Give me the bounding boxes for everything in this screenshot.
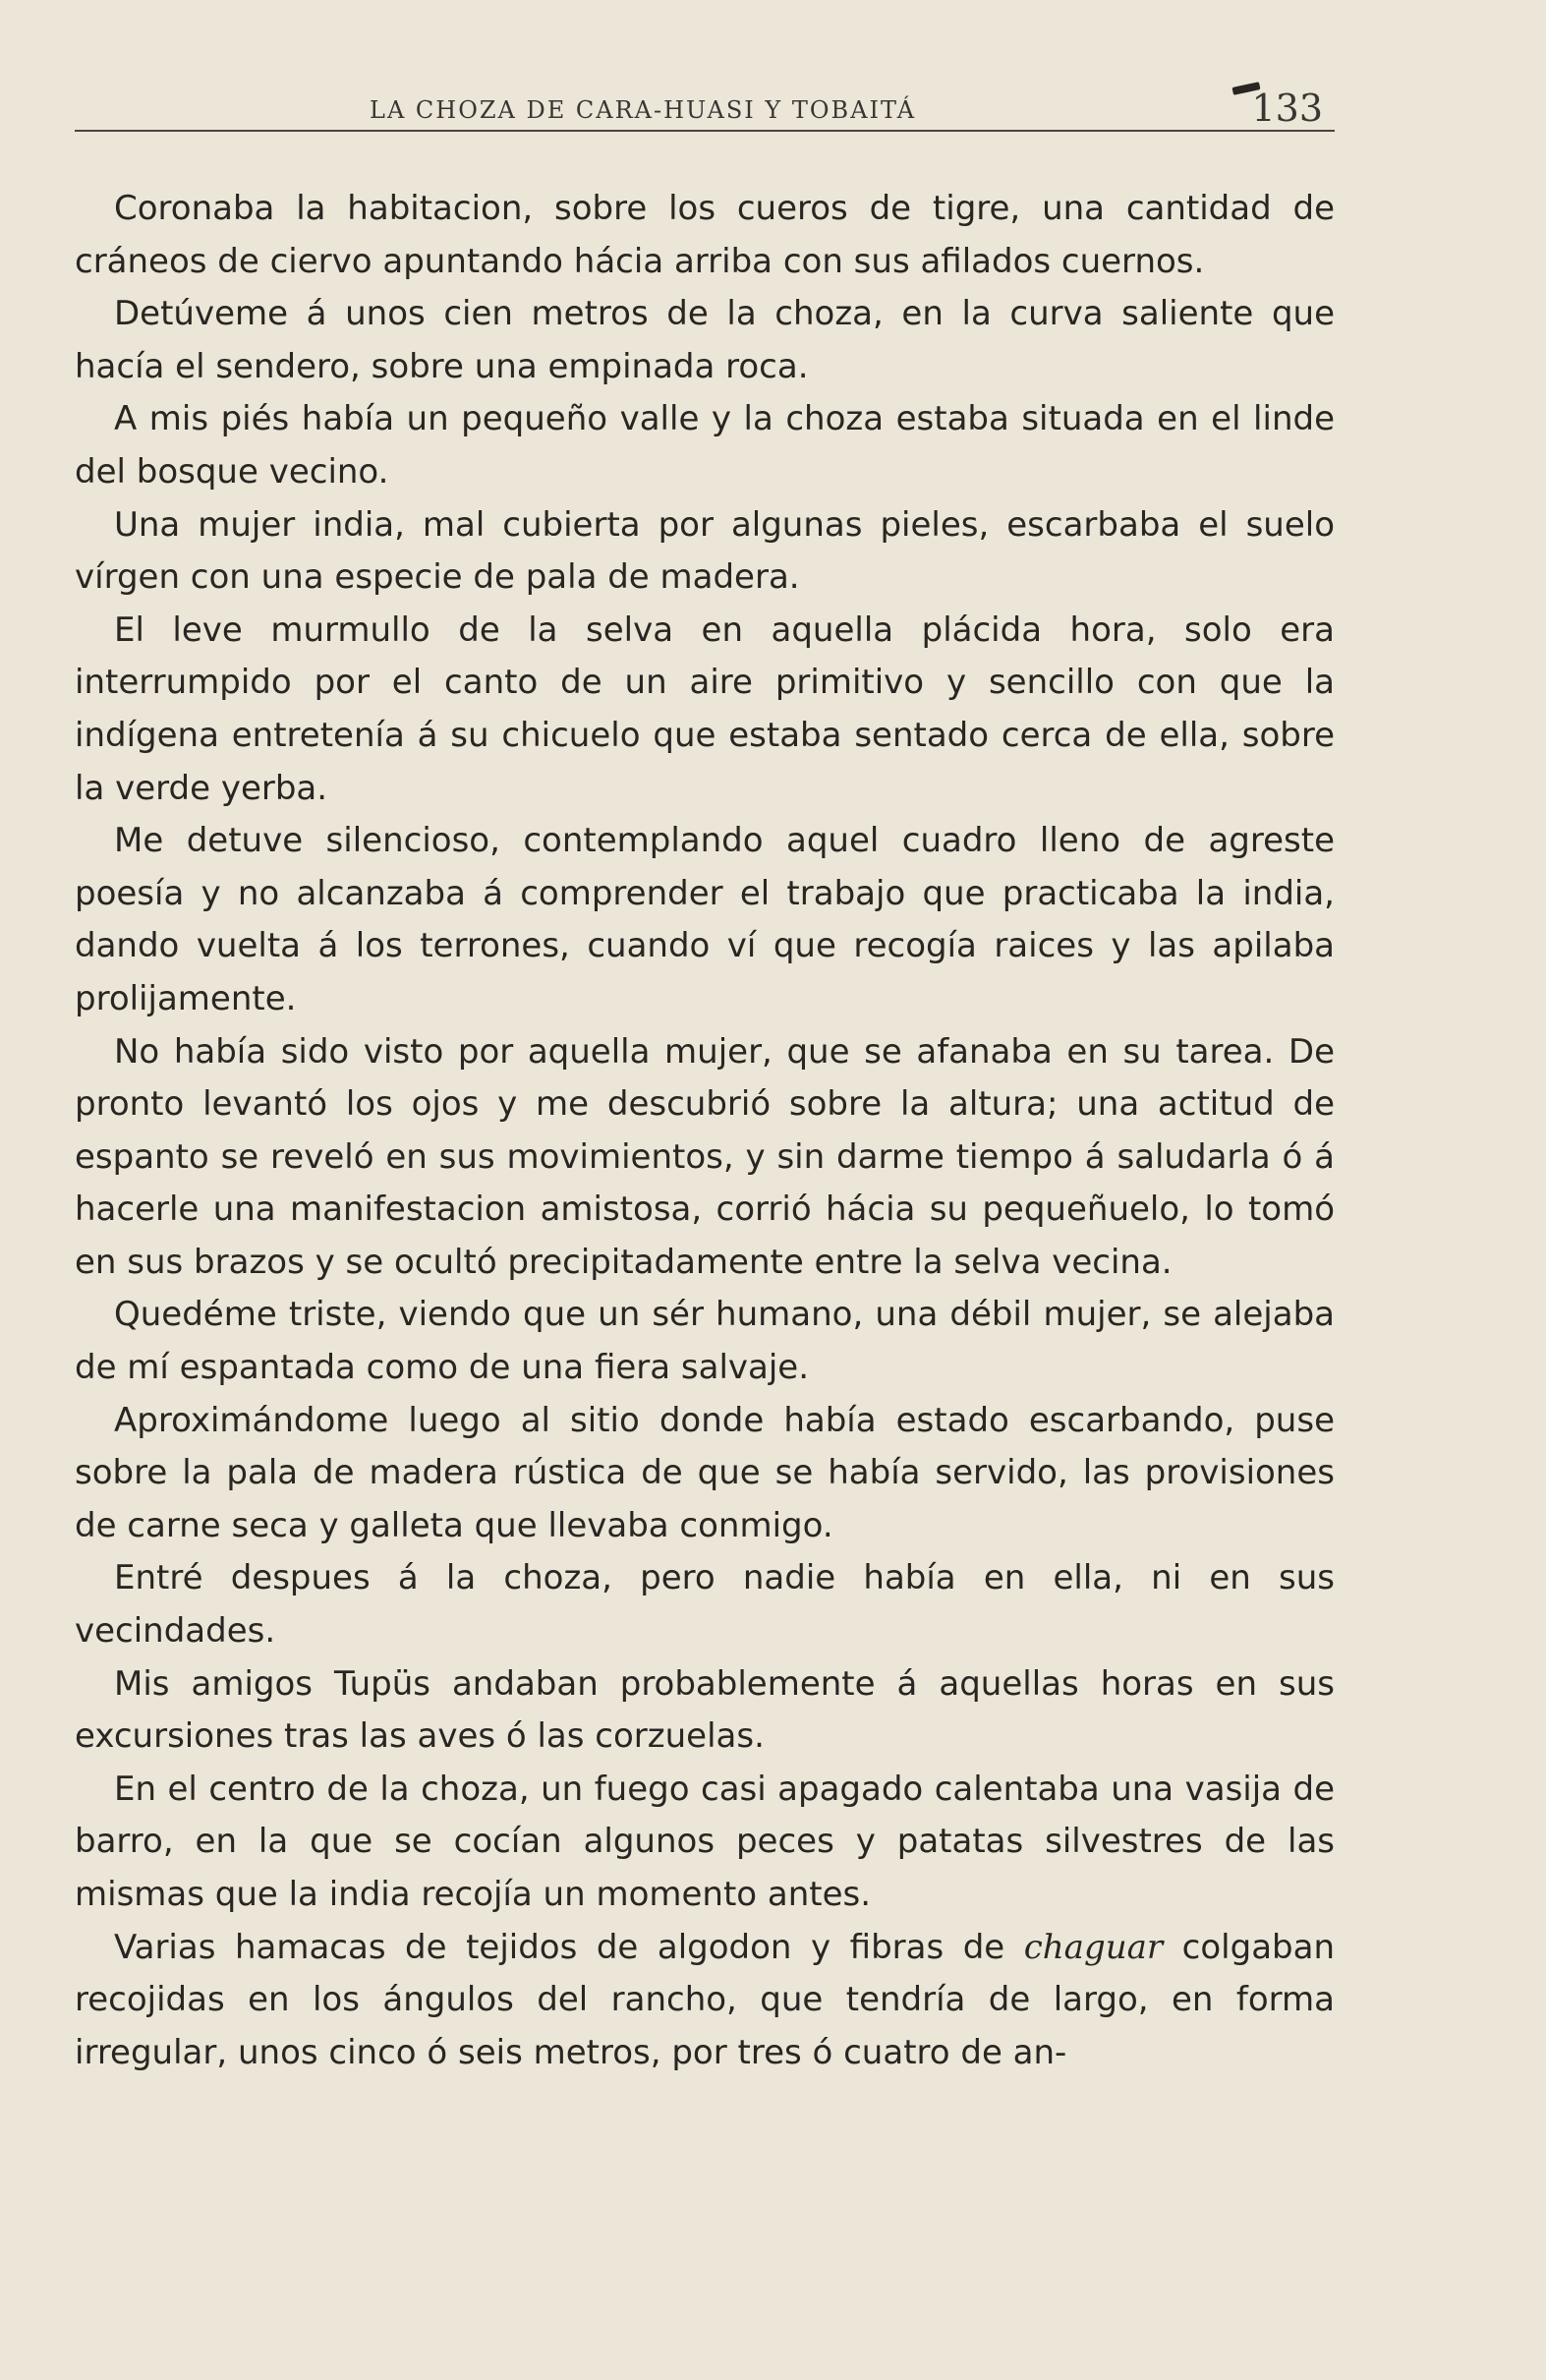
paragraph: El leve murmullo de la selva en aquella plácida hora, solo era interrumpido por el canto de un aire primitivo y sencillo con que la indígena entretenía á su chicuelo que estaba sentado cerca de ella, sobre la verde yerba. [75,610,1335,808]
paragraph: No había sido visto por aquella mujer, que se afanaba en su tarea. De pronto levantó los ojos y me descubrió sobre la altura; una actitud de espanto se reveló en sus movimientos, y sin darme tiempo á saludarla ó á hacerle una manifestacion amistosa, corrió hácia su pequeñuelo, lo tomó en sus brazos y se ocultó precipitadamente entre la selva vecina. [75,1031,1335,1282]
page-number: 133 [1251,87,1323,130]
paragraph: Me detuve silencioso, contemplando aquel cuadro lleno de agreste poesía y no alcanzaba á comprender el trabajo que practicaba la india, dando vuelta á los terrones, cuando ví que recogía raices y las apilaba prolijamente. [75,821,1335,1018]
running-head: LA CHOZA DE CARA-HUASI Y TOBAITÁ [370,96,917,124]
paragraph: Coronaba la habitacion, sobre los cueros de tigre, una cantidad de cráneos de ciervo apuntando hácia arriba con sus afilados cuernos. [75,189,1335,281]
paragraph: A mis piés había un pequeño valle y la choza estaba situada en el linde del bosque vecino. [75,399,1335,492]
body-text [75,183,1335,2079]
text-run: Varias hamacas de tejidos de algodon y fibras de [114,1927,1024,1967]
text-run: colgaban recojidas en los ángulos del rancho, que tendría de largo, en forma irregular, unos cinco ó seis metros, por tres ó cuatro de an- [75,1927,1335,2072]
italic-word: chaguar [1023,1927,1164,1967]
paragraph-last [75,1922,1335,2080]
paragraph: Detúveme á unos cien metros de la choza, en la curva saliente que hacía el sendero, sobre una empinada roca. [75,294,1335,386]
paragraph: En el centro de la choza, un fuego casi apagado calentaba una vasija de barro, en la que se cocían algunos peces y patatas silvestres de las mismas que la india recojía un momento antes. [75,1769,1335,1914]
paragraph: Mis amigos Tupüs andaban probablemente á aquellas horas en sus excursiones tras las aves ó las corzuelas. [75,1663,1335,1757]
header-rule [75,130,1335,132]
paragraph: Entré despues á la choza, pero nadie había en ella, ni en sus vecindades. [75,1558,1335,1652]
paragraph: Quedéme triste, viendo que un sér humano, una débil mujer, se alejaba de mí espantada como de una fiera salvaje. [75,1295,1335,1388]
page-header [75,77,1335,136]
paragraph: Una mujer india, mal cubierta por algunas pieles, escarbaba el suelo vírgen con una especie de pala de madera. [75,504,1335,598]
paragraph: Aproximándome luego al sitio donde había estado escarbando, puse sobre la pala de madera rústica de que se había servido, las provisiones de carne seca y galleta que llevaba conmigo. [75,1400,1335,1545]
